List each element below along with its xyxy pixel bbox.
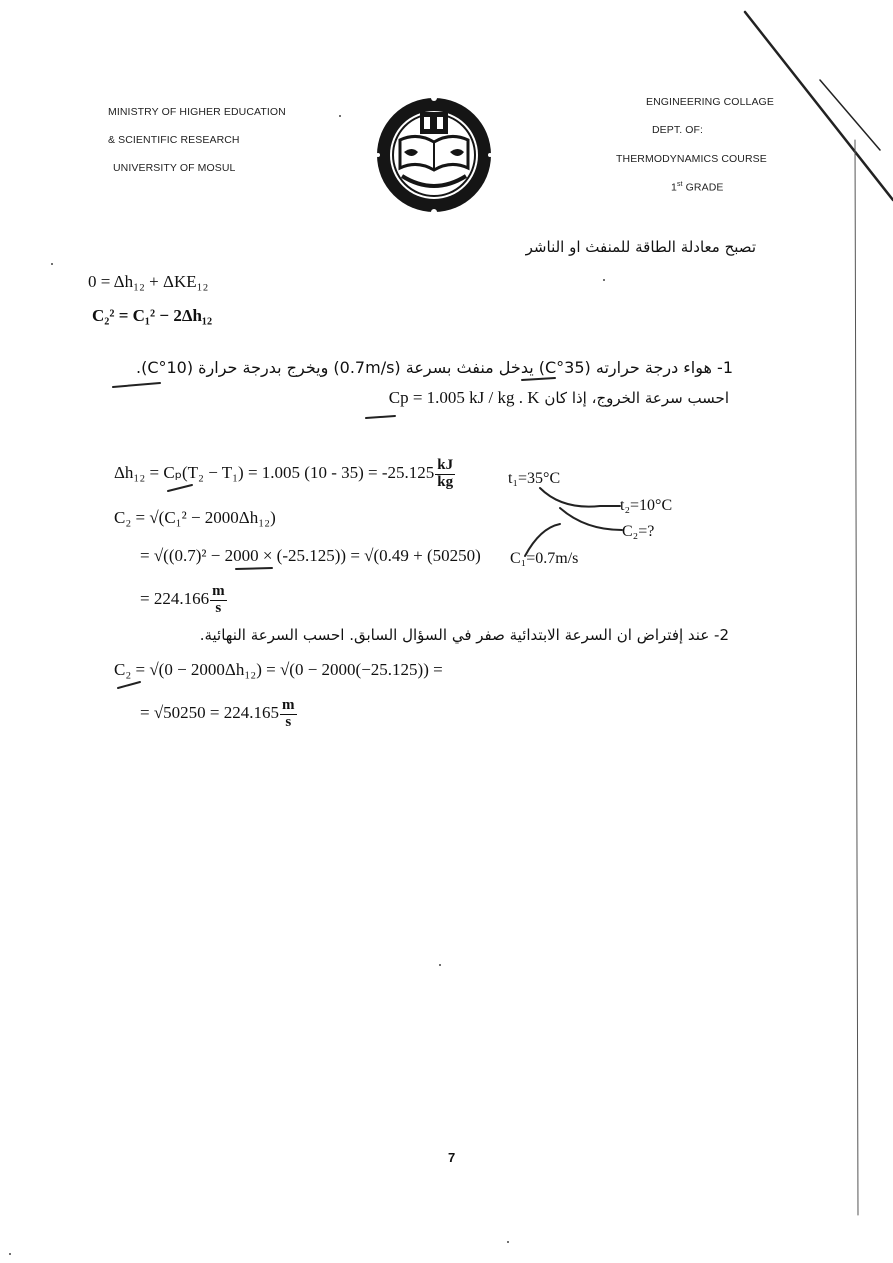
note-t2: t₂=10°C: [620, 497, 673, 514]
underline-cp: [366, 416, 395, 418]
header-college: ENGINEERING COLLAGE: [646, 96, 774, 108]
scan-fold-line: [745, 12, 893, 200]
grade-word: GRADE: [685, 181, 724, 194]
problem2-statement: 2- عند إفتراض ان السرعة الابتدائية صفر في السؤال السابق. احسب السرعة النهائية.: [199, 626, 729, 644]
underline-c2: [118, 682, 140, 688]
grade-ordinal: st: [676, 181, 683, 188]
underline-10c: [113, 383, 160, 387]
energy-equation-line2: C₂² = C₁² − 2Δh₁₂: [92, 306, 213, 325]
problem1-calc-prompt: احسب سرعة الخروج، إذا كان: [544, 389, 729, 407]
header-scientific-research: & SCIENTIFIC RESEARCH: [108, 134, 240, 146]
arrow-c1: [525, 524, 560, 556]
solution2-result: = √50250 = 224.165: [140, 703, 280, 723]
problem1-statement: 1- هواء درجة حرارته (35°C) يدخل منفث بسرعة (0.7m/s) ويخرج بدرجة حرارة (10°C).: [135, 358, 733, 377]
result-value: = 224.166: [140, 589, 210, 609]
substitution-a: = √((0.7)² − 2000 × (-25.125)): [140, 546, 347, 565]
header-course: THERMODYNAMICS COURSE: [616, 153, 767, 165]
result-unit-den: s: [215, 599, 222, 616]
enthalpy-expression: Δh₁₂ = Cₚ(T₂ − T₁) = 1.005 (10 - 35) = -25.125: [114, 463, 435, 483]
energy-equation-line1: 0 = Δh₁₂ + ΔKE₁₂: [88, 272, 209, 291]
enthalpy-unit-den: kg: [437, 473, 454, 490]
intro-arabic: تصبح معادلة الطاقة للمنفث او الناشر: [525, 238, 756, 256]
solution2-unit-den: s: [285, 713, 292, 730]
substitution-b: = √(0.49 + (50250): [350, 546, 481, 565]
solution2-unit-num: m: [282, 697, 295, 713]
underline-cp-symbol: [168, 485, 192, 491]
problem1-cp: Cp = 1.005 kJ / kg . K: [388, 388, 540, 407]
enthalpy-unit-num: kJ: [437, 457, 454, 473]
note-c1: C₁=0.7m/s: [510, 550, 579, 567]
grade-number: 1: [671, 181, 677, 194]
underline-35c: [522, 378, 555, 380]
page-number: 7: [448, 1150, 456, 1165]
arrow-t2: [540, 488, 620, 507]
header-ministry: MINISTRY OF HIGHER EDUCATION: [108, 106, 286, 118]
note-c2: C₂=?: [622, 523, 655, 540]
solution2-line1: C₂ = √(0 − 2000Δh₁₂) = √(0 − 2000(−25.125)) =: [114, 660, 443, 679]
result-unit-num: m: [212, 583, 225, 599]
underline-2000: [236, 568, 272, 569]
solution1-c2-formula: C₂ = √(C₁² − 2000Δh₁₂): [114, 508, 276, 527]
note-t1: t₁=35°C: [508, 470, 561, 487]
header-university: UNIVERSITY OF MOSUL: [113, 162, 236, 174]
arrow-c2: [560, 508, 622, 530]
header-dept: DEPT. OF:: [652, 124, 704, 136]
